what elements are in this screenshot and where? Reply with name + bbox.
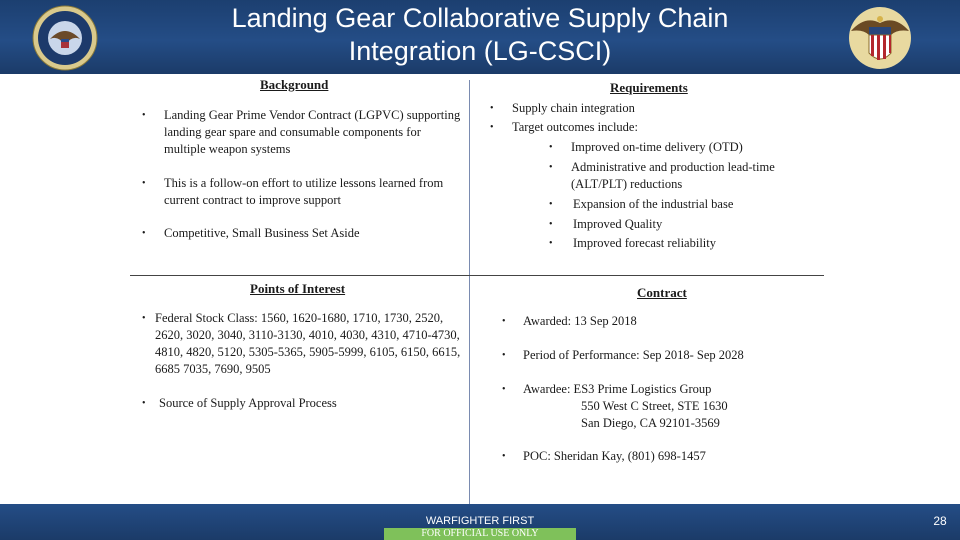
outcome-item: Improved forecast reliability [573, 236, 716, 250]
bullet-icon: • [490, 103, 494, 114]
points-of-interest-item: Source of Supply Approval Process [159, 396, 337, 410]
bullet-icon: • [142, 228, 146, 239]
bullet-icon: • [142, 313, 146, 324]
outcome-item: Expansion of the industrial base [573, 197, 734, 211]
footer-classification: FOR OFFICIAL USE ONLY [384, 528, 576, 540]
bullet-icon: • [502, 384, 506, 395]
bullet-icon: • [142, 178, 146, 189]
background-item: Landing Gear Prime Vendor Contract (LGPVC) supporting landing gear spare and consumable components for multiple weapon systems [164, 108, 461, 156]
vertical-divider [469, 80, 470, 504]
background-title: Background [260, 77, 329, 92]
bullet-icon: • [502, 451, 506, 462]
department-of-defense-seal-icon [32, 5, 98, 71]
bullet-icon: • [549, 162, 553, 173]
background-item: This is a follow-on effort to utilize lessons learned from current contract to improve support [164, 176, 444, 207]
requirements-item: Supply chain integration [512, 101, 635, 115]
horizontal-divider [130, 275, 824, 276]
contract-title: Contract [637, 285, 687, 300]
bullet-icon: • [142, 110, 146, 121]
points-of-interest-title: Points of Interest [250, 281, 346, 296]
page-number: 28 [933, 514, 947, 528]
bullet-icon: • [490, 122, 494, 133]
bullet-icon: • [549, 142, 553, 153]
outcome-item: Administrative and production lead-time (ALT/PLT) reductions [571, 160, 775, 191]
page-title: Landing Gear Collaborative Supply Chain Integration (LG-CSCI) [231, 3, 729, 66]
bullet-icon: • [549, 238, 553, 249]
background-item: Competitive, Small Business Set Aside [164, 226, 360, 240]
bullet-icon: • [549, 219, 553, 230]
outcome-item: Improved Quality [573, 217, 663, 231]
contract-awardee: Awardee: ES3 Prime Logistics Group [523, 382, 712, 396]
contract-awarded: Awarded: 13 Sep 2018 [523, 314, 637, 328]
dla-eagle-shield-icon [845, 5, 915, 71]
requirements-title: Requirements [610, 80, 688, 95]
outcome-item: Improved on-time delivery (OTD) [571, 140, 743, 154]
contract-awardee-address: 550 West C Street, STE 1630 [581, 399, 728, 413]
bullet-icon: • [502, 316, 506, 327]
contract-poc: POC: Sheridan Kay, (801) 698-1457 [523, 449, 706, 463]
bullet-icon: • [502, 350, 506, 361]
bullet-icon: • [549, 199, 553, 210]
contract-awardee-city: San Diego, CA 92101-3569 [581, 416, 720, 430]
bullet-icon: • [142, 398, 146, 409]
contract-period: Period of Performance: Sep 2018- Sep 2028 [523, 348, 744, 362]
requirements-item: Target outcomes include: [512, 120, 638, 134]
points-of-interest-item: Federal Stock Class: 1560, 1620-1680, 1710, 1730, 2520, 2620, 3020, 3040, 3110-3130, 4010, 4030, 4310, 4710-4730, 4810, 4820, 5120, 5305-5365, 5905-5999, 6105, 6150, 6615, 6685 7035, 7690, 9505 [155, 311, 461, 376]
footer-slogan: WARFIGHTER FIRST [425, 515, 535, 527]
